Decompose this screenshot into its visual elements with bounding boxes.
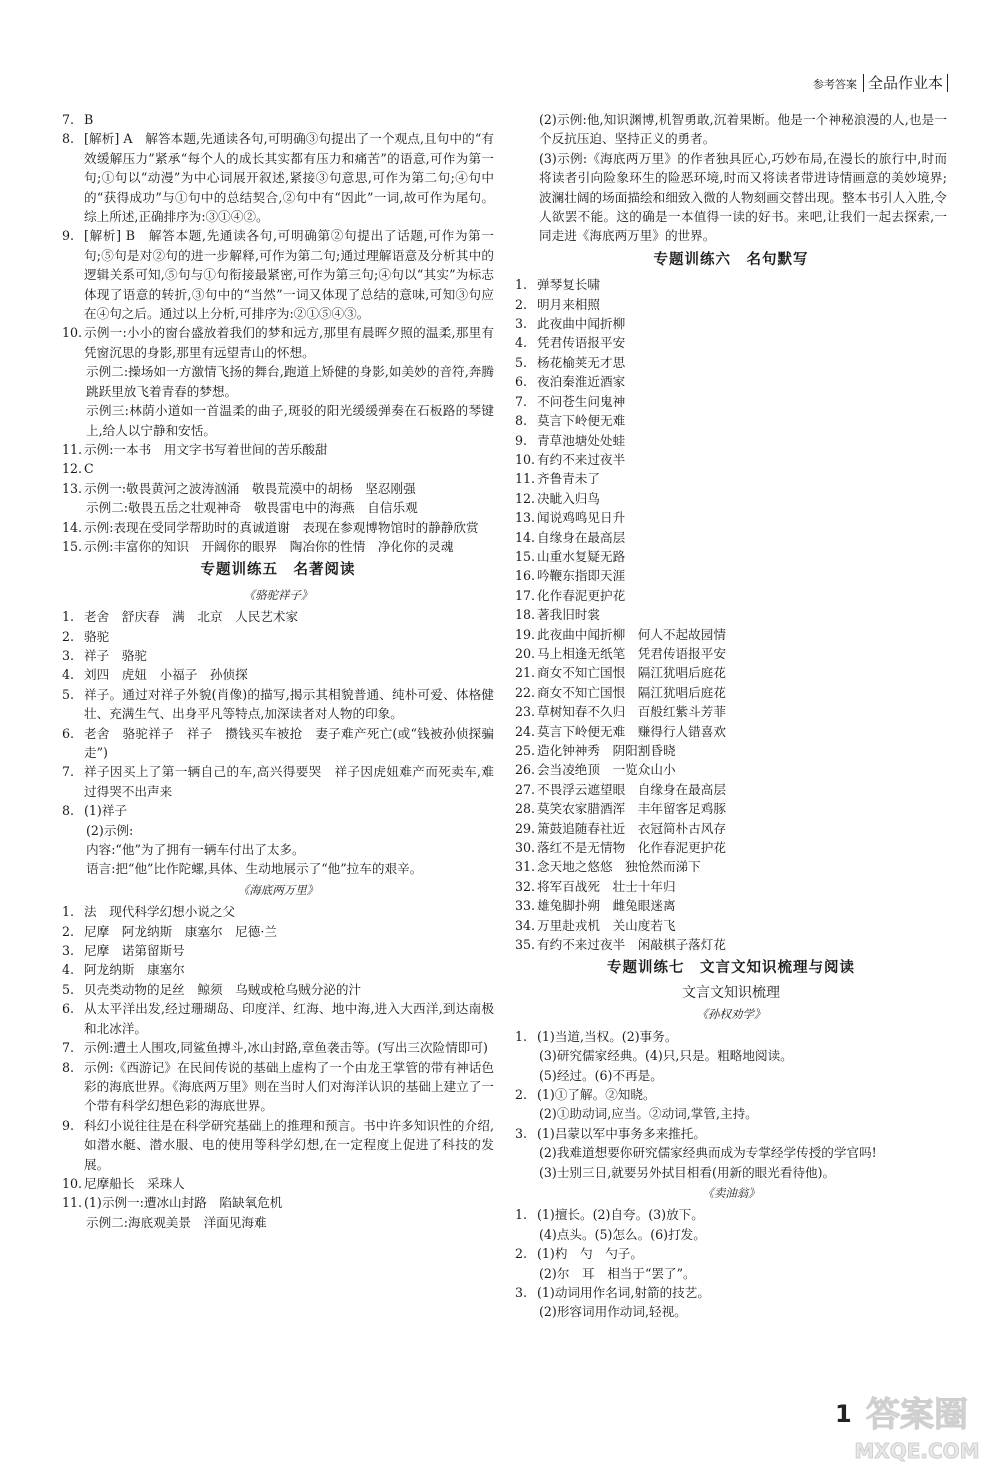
- book-title-twenty-thousand-leagues: 《海底两万里》: [237, 882, 319, 897]
- item-number: 6.: [515, 374, 528, 390]
- item-number: 3.: [62, 647, 75, 663]
- item-number: 2.: [515, 1086, 528, 1102]
- item-text: 此夜曲中闻折柳 何人不起故园情: [537, 626, 726, 642]
- answer-item: [62, 902, 494, 921]
- item-number: 1.: [62, 609, 75, 625]
- answer-item: [62, 440, 494, 459]
- answer-item: [62, 129, 494, 226]
- item-text: 法 现代科学幻想小说之父: [84, 904, 236, 920]
- item-text: 贝壳类动物的足丝 鲸须 乌贼或枪乌贼分泌的汁: [84, 981, 362, 997]
- answer-subline: 示例二:海底观美景 洋面见海难: [86, 1214, 267, 1230]
- item-number: 28.: [515, 801, 536, 817]
- answer-item: [515, 1205, 947, 1224]
- item-number: 31.: [515, 859, 536, 875]
- answer-subline: 内容:“他”为了拥有一辆车付出了太多。: [86, 842, 305, 858]
- item-number: 13.: [62, 480, 83, 496]
- item-number: 8.: [62, 131, 75, 147]
- quotation-item: [515, 644, 947, 663]
- item-number: 10.: [62, 1175, 83, 1191]
- answer-item: [62, 1038, 494, 1057]
- item-text: B: [84, 112, 94, 127]
- answer-item: [62, 762, 494, 801]
- item-text: 决眦入归鸟: [537, 490, 600, 506]
- text-title-sunquan: 《孙权劝学》: [696, 1007, 766, 1022]
- item-text: 弹琴复长啸: [537, 277, 600, 293]
- quotation-item: [515, 702, 947, 721]
- quotation-item: [515, 566, 947, 585]
- item-text: 阿龙纳斯 康塞尔: [84, 962, 185, 978]
- answer-item: [62, 226, 494, 323]
- item-number: 22.: [515, 684, 536, 700]
- answer-item: [62, 801, 494, 820]
- item-number: 8.: [62, 1059, 75, 1075]
- item-number: 5.: [62, 981, 75, 997]
- item-text: (1)祥子: [84, 803, 128, 819]
- item-text: 化作春泥更护花: [537, 587, 626, 603]
- item-number: 2.: [515, 1246, 528, 1262]
- answer-subline: (3)示例:《海底两万里》的作者独具匠心,巧妙布局,在漫长的旅行中,时而将读者引向险象环生的险恶环境,时而又将读者带进诗情画意的美妙境界;波澜壮阔的场面描绘和细致入微的人物刻画交替出现。整本书引人入胜,令人欲罢不能。这的确是一本值得一读的好书。来吧,让我们一起去探索,一同走进《海底两万里》的世界。: [539, 150, 947, 244]
- answer-list-oil-seller: [515, 1205, 947, 1321]
- item-number: 7.: [515, 393, 528, 409]
- answer-subline: 示例二:敬畏五岳之壮观神奇 敬畏雷电中的海燕 自信乐观: [86, 500, 418, 516]
- quotation-item: [515, 295, 947, 314]
- item-text: 吟鞭东指即天涯: [537, 568, 626, 584]
- text-title-oil-seller: 《卖油翁》: [702, 1185, 760, 1200]
- quotation-item: [515, 392, 947, 411]
- item-number: 14.: [62, 519, 83, 535]
- item-number: 9.: [62, 1117, 75, 1133]
- item-text: 山重水复疑无路: [537, 548, 626, 564]
- item-text: 祥子 骆驼: [84, 647, 147, 663]
- item-text: [解析] B 解答本题,先通读各句,可明确第②句提出了话题,可作为第一句;⑤句是对②句的进一步解释,可作为第二句;通过理解语意及分析其中的逻辑关系可知,⑤句与①句衔接最紧密,可作为第三句;④句以“其实”为标志体现了语意的转折,③句中的“当然”一词又体现了总结的意味,可知③句应在④句之后。通过以上分析,可排序为:②①⑤④③。: [84, 228, 494, 322]
- quotation-item: [515, 275, 947, 294]
- item-number: 4.: [62, 667, 75, 683]
- item-number: 24.: [515, 723, 536, 739]
- quotation-item: [515, 935, 947, 954]
- quotation-item: [515, 683, 947, 702]
- item-text: 刘四 虎妞 小福子 孙侦探: [84, 667, 248, 683]
- answer-item: [515, 1027, 947, 1046]
- answer-list-twenty-thousand-leagues: [62, 902, 494, 1232]
- answer-item: [62, 537, 494, 556]
- item-number: 35.: [515, 937, 536, 953]
- answer-item: [62, 1174, 494, 1193]
- answer-subline: (2)尔 耳 相当于“罢了”。: [539, 1265, 696, 1281]
- page-header: [813, 72, 948, 93]
- item-text: 尼摩 诺第留斯号: [84, 943, 185, 959]
- item-number: 3.: [515, 1284, 528, 1300]
- item-number: 1.: [62, 904, 75, 920]
- item-number: 30.: [515, 840, 536, 856]
- item-number: 8.: [515, 413, 528, 429]
- item-text: 有约不来过夜半: [537, 451, 626, 467]
- answer-item: [62, 960, 494, 979]
- answer-item: [62, 922, 494, 941]
- item-text: 示例:一本书 用文字书写着世间的苦乐酸甜: [84, 441, 328, 457]
- quotation-item: [515, 722, 947, 741]
- answer-subline: (4)点头。(5)怎么。(6)打发。: [539, 1226, 706, 1242]
- item-number: 2.: [515, 296, 528, 312]
- item-number: 5.: [62, 686, 75, 702]
- item-number: 17.: [515, 587, 536, 603]
- answer-subline: 语言:把“他”比作陀螺,具体、生动地展示了“他”拉车的艰辛。: [86, 861, 423, 877]
- answer-item: [62, 980, 494, 999]
- item-text: 莫言下岭便无难: [537, 413, 626, 429]
- item-number: 15.: [515, 548, 536, 564]
- item-text: (1)杓 勺 勺子。: [537, 1246, 643, 1262]
- item-text: 商女不知亡国恨 隔江犹唱后庭花: [537, 684, 726, 700]
- section-title-5: 专题训练五 名著阅读: [200, 562, 356, 579]
- quotation-item: [515, 411, 947, 430]
- quotation-item: [515, 528, 947, 547]
- answer-item: [62, 941, 494, 960]
- section-title-6: 专题训练六 名句默写: [653, 251, 809, 268]
- answer-item: [515, 1124, 947, 1143]
- item-text: 会当凌绝顶 一览众山小: [537, 762, 676, 778]
- answer-item: [62, 110, 494, 129]
- item-text: 雄兔脚扑朔 雌兔眼迷离: [537, 898, 676, 914]
- item-number: 6.: [62, 1001, 75, 1017]
- item-number: 12.: [515, 490, 536, 506]
- item-number: 20.: [515, 645, 536, 661]
- quotation-item: [515, 353, 947, 372]
- item-number: 3.: [62, 943, 75, 959]
- quotation-item: [515, 314, 947, 333]
- answer-item: [62, 999, 494, 1038]
- header-label: 参考答案: [812, 78, 857, 91]
- item-number: 1.: [515, 277, 528, 293]
- answer-item: [515, 1085, 947, 1104]
- section-subtitle-7: 文言文知识梳理: [682, 984, 780, 1001]
- item-number: 16.: [515, 568, 536, 584]
- item-text: 马上相逢无纸笔 凭君传语报平安: [537, 645, 726, 661]
- item-number: 9.: [515, 432, 528, 448]
- quotation-item: [515, 625, 947, 644]
- item-text: 凭君传语报平安: [537, 335, 626, 351]
- item-number: 27.: [515, 781, 536, 797]
- answer-subline: (2)示例:他,知识渊博,机智勇敢,沉着果断。他是一个神秘浪漫的人,也是一个反抗压迫、坚持正义的勇者。: [539, 112, 947, 147]
- item-text: 示例:丰富你的知识 开阔你的眼界 陶冶你的性情 净化你的灵魂: [84, 538, 454, 554]
- quotation-item: [515, 489, 947, 508]
- quotation-item: [515, 450, 947, 469]
- item-number: 10.: [515, 451, 536, 467]
- item-number: 34.: [515, 917, 536, 933]
- answer-item: [62, 323, 494, 362]
- item-number: 26.: [515, 762, 536, 778]
- item-text: 尼摩 阿龙纳斯 康塞尔 尼德·兰: [84, 923, 277, 939]
- quotation-item: [515, 819, 947, 838]
- item-number: 32.: [515, 878, 536, 894]
- item-number: 15.: [62, 538, 83, 554]
- answer-list-sunquan: [515, 1027, 947, 1182]
- page-number: 1: [835, 1400, 852, 1428]
- item-number: 29.: [515, 820, 536, 836]
- item-number: 2.: [62, 628, 75, 644]
- answer-item: [62, 627, 494, 646]
- item-text: 落红不是无情物 化作春泥更护花: [537, 840, 726, 856]
- item-text: 尼摩船长 采珠人: [84, 1175, 185, 1191]
- item-text: 万里赴戎机 关山度若飞: [537, 917, 676, 933]
- section-title-7: 专题训练七 文言文知识梳理与阅读: [607, 960, 855, 977]
- item-text: 祥子因买上了第一辆自己的车,高兴得要哭 祥子因虎妞难产而死卖车,难过得哭不出声来: [84, 764, 494, 799]
- item-text: 草树知春不久归 百般红紫斗芳菲: [537, 704, 726, 720]
- answer-item: [62, 685, 494, 724]
- answer-item: [62, 459, 494, 478]
- answer-item: [515, 1283, 947, 1302]
- answer-subline: (2)示例:: [86, 822, 134, 838]
- item-text: 自缘身在最高层: [537, 529, 626, 545]
- item-text: 示例:遭土人围攻,同鲨鱼搏斗,冰山封路,章鱼袭击等。(写出三次险情即可): [84, 1040, 488, 1056]
- item-text: 老舍 舒庆春 满 北京 人民艺术家: [84, 609, 299, 625]
- answer-item: [62, 1116, 494, 1174]
- book-title-camel-xiangzi: 《骆驼祥子》: [243, 587, 313, 602]
- answer-subline: (2)①助动词,应当。②动词,掌管,主持。: [539, 1106, 758, 1122]
- quotation-item: [515, 333, 947, 352]
- answer-item: [62, 646, 494, 665]
- item-number: 18.: [515, 607, 536, 623]
- item-text: 示例:《西游记》在民间传说的基础上虚构了一个由龙王掌管的带有神话色彩的海底世界。《海底两万里》则在当时人们对海洋认识的基础上建立了一个带有科学幻想色彩的海底世界。: [84, 1059, 494, 1114]
- answer-subline: 示例二:操场如一方激情飞扬的舞台,跑道上矫健的身影,如美妙的音符,奔腾跳跃里放飞着青春的梦想。: [86, 364, 494, 399]
- item-number: 4.: [62, 962, 75, 978]
- left-column: [62, 110, 494, 1232]
- quotation-item: [515, 838, 947, 857]
- item-text: (1)当道,当权。(2)事务。: [537, 1028, 678, 1044]
- answer-subline: (2)形容词用作动词,轻视。: [539, 1304, 687, 1320]
- item-number: 11.: [62, 441, 83, 457]
- answer-subline: (2)我难道想要你研究儒家经典而成为专掌经学传授的学官吗!: [539, 1145, 877, 1161]
- item-number: 13.: [515, 510, 536, 526]
- answer-subline: (5)经过。(6)不再是。: [539, 1067, 663, 1083]
- item-number: 21.: [515, 665, 536, 681]
- answer-item: [62, 724, 494, 763]
- item-number: 1.: [515, 1028, 528, 1044]
- quotation-item: [515, 916, 947, 935]
- answer-item: [62, 1058, 494, 1116]
- item-number: 7.: [62, 764, 75, 780]
- item-text: 念天地之悠悠 独怆然而涕下: [537, 859, 701, 875]
- item-text: 不畏浮云遮望眼 自缘身在最高层: [537, 781, 726, 797]
- item-number: 6.: [62, 725, 75, 741]
- answer-subline: (3)研究儒家经典。(4)只,只是。粗略地阅读。: [539, 1048, 793, 1064]
- item-text: 著我旧时裳: [537, 607, 600, 623]
- item-text: 夜泊秦淮近酒家: [537, 374, 626, 390]
- item-text: 示例一:小小的窗台盛放着我们的梦和远方,那里有晨晖夕照的温柔,那里有凭窗沉思的身影,那里有远望青山的怀想。: [84, 325, 494, 360]
- quotation-item: [515, 605, 947, 624]
- item-text: 不问苍生问鬼神: [537, 393, 626, 409]
- item-number: 12.: [62, 461, 83, 477]
- item-text: 祥子。通过对祥子外貌(肖像)的描写,揭示其相貌普通、纯朴可爱、体格健壮、充满生气、出身平凡等特点,加深读者对人物的印象。: [84, 686, 494, 722]
- quotation-item: [515, 857, 947, 876]
- quotation-item: [515, 741, 947, 760]
- item-number: 14.: [515, 529, 536, 545]
- item-number: 11.: [62, 1195, 83, 1211]
- quotation-item: [515, 760, 947, 779]
- item-text: 此夜曲中闻折柳: [537, 316, 626, 332]
- item-text: 骆驼: [84, 628, 110, 644]
- item-number: 11.: [515, 471, 536, 487]
- item-text: [解析] A 解答本题,先通读各句,可明确③句提出了一个观点,且句中的“有效缓解压力”紧承“每个人的成长其实都有压力和痛苦”的语意,可作为第一句;①句以“动漫”为中心词展开叙述,紧接③句意思,可作为第二句;④句中的“获得成功”与①句中的总结契合,②句中有“因此”一词,故可作为尾句。综上所述,正确排序为:③①④②。: [84, 131, 494, 225]
- item-text: (1)①了解。②知晓。: [537, 1086, 656, 1102]
- item-text: 示例一:敬畏黄河之波涛汹涌 敬畏荒漠中的胡杨 坚忍刚强: [84, 480, 416, 496]
- item-text: 箫鼓追随春社近 衣冠简朴古风存: [537, 820, 726, 836]
- item-text: 闻说鸡鸣见日升: [537, 510, 626, 526]
- right-column: [515, 110, 947, 1322]
- watermark-logo: [842, 1380, 992, 1470]
- quotation-item: [515, 508, 947, 527]
- watermark-text-top: 答案圈: [866, 1395, 968, 1435]
- item-text: 将军百战死 壮士十年归: [537, 878, 676, 894]
- item-number: 3.: [515, 1125, 528, 1141]
- watermark-text-bottom: MXQE.COM: [854, 1439, 980, 1463]
- answer-item: [62, 665, 494, 684]
- item-text: 明月来相照: [537, 296, 600, 312]
- item-text: 莫言下岭便无难 赚得行人错喜欢: [537, 723, 726, 739]
- answer-list-top: [62, 110, 494, 556]
- item-text: 杨花榆荚无才思: [537, 354, 626, 370]
- item-number: 9.: [62, 228, 75, 244]
- item-number: 19.: [515, 626, 536, 642]
- answer-item: [515, 1244, 947, 1263]
- answer-item: [62, 518, 494, 537]
- item-number: 7.: [62, 112, 75, 127]
- item-number: 25.: [515, 743, 536, 758]
- item-number: 1.: [515, 1207, 528, 1223]
- item-text: (1)擅长。(2)自夸。(3)放下。: [537, 1207, 704, 1223]
- item-number: 5.: [515, 354, 528, 370]
- item-text: (1)示例一:遭冰山封路 陷缺氧危机: [84, 1195, 283, 1211]
- item-text: 科幻小说往往是在科学研究基础上的推理和预言。书中许多知识性的介绍,如潜水艇、潜水服、电的使用等科学幻想,在一定程度上促进了科技的发展。: [84, 1117, 494, 1172]
- item-text: 造化钟神秀 阴阳割昏晓: [537, 743, 676, 758]
- item-number: 8.: [62, 803, 75, 819]
- item-number: 2.: [62, 923, 75, 939]
- quotation-item: [515, 780, 947, 799]
- item-text: (1)吕蒙以军中事务多来推托。: [537, 1125, 706, 1141]
- item-text: 示例:表现在受同学帮助时的真诚道谢 表现在参观博物馆时的静静欣赏: [84, 519, 479, 535]
- item-text: 商女不知亡国恨 隔江犹唱后庭花: [537, 665, 726, 681]
- item-number: 4.: [515, 335, 528, 351]
- header-brand: 全品作业本: [863, 74, 948, 92]
- item-text: 莫笑农家腊酒浑 丰年留客足鸡豚: [537, 801, 726, 817]
- item-number: 33.: [515, 898, 536, 914]
- item-text: 青草池塘处处蛙: [537, 432, 626, 448]
- item-number: 10.: [62, 325, 83, 341]
- answer-subline: (3)士别三日,就要另外拭目相看(用新的眼光看待他)。: [539, 1164, 836, 1180]
- quotation-item: [515, 663, 947, 682]
- item-text: 有约不来过夜半 闲敲棋子落灯花: [537, 937, 726, 953]
- answer-subline: 示例三:林荫小道如一首温柔的曲子,斑驳的阳光缓缓弹奏在石板路的琴键上,给人以宁静和安恬。: [86, 403, 494, 438]
- quotation-item: [515, 877, 947, 896]
- item-number: 3.: [515, 316, 528, 332]
- quotation-item: [515, 431, 947, 450]
- answer-list-camel-xiangzi: [62, 607, 494, 879]
- item-number: 7.: [62, 1040, 75, 1056]
- quotation-item: [515, 469, 947, 488]
- quotation-item: [515, 586, 947, 605]
- item-text: 齐鲁青未了: [537, 471, 600, 487]
- quotation-item: [515, 372, 947, 391]
- item-number: 23.: [515, 704, 536, 720]
- answer-item: [62, 479, 494, 498]
- item-text: 从太平洋出发,经过珊瑚岛、印度洋、红海、地中海,进入大西洋,到达南极和北冰洋。: [84, 1001, 494, 1036]
- answer-list-quotations: [515, 275, 947, 954]
- item-text: 老舍 骆驼祥子 祥子 攒钱买车被抢 妻子难产死亡(或“钱被孙侦探骗走”): [84, 725, 494, 760]
- answer-item: [62, 607, 494, 626]
- answer-item: [62, 1193, 494, 1212]
- item-text: C: [84, 461, 94, 477]
- quotation-item: [515, 547, 947, 566]
- item-text: (1)动词用作名词,射箭的技艺。: [537, 1284, 710, 1300]
- quotation-item: [515, 799, 947, 818]
- quotation-item: [515, 896, 947, 915]
- answer-continuation: [515, 110, 947, 246]
